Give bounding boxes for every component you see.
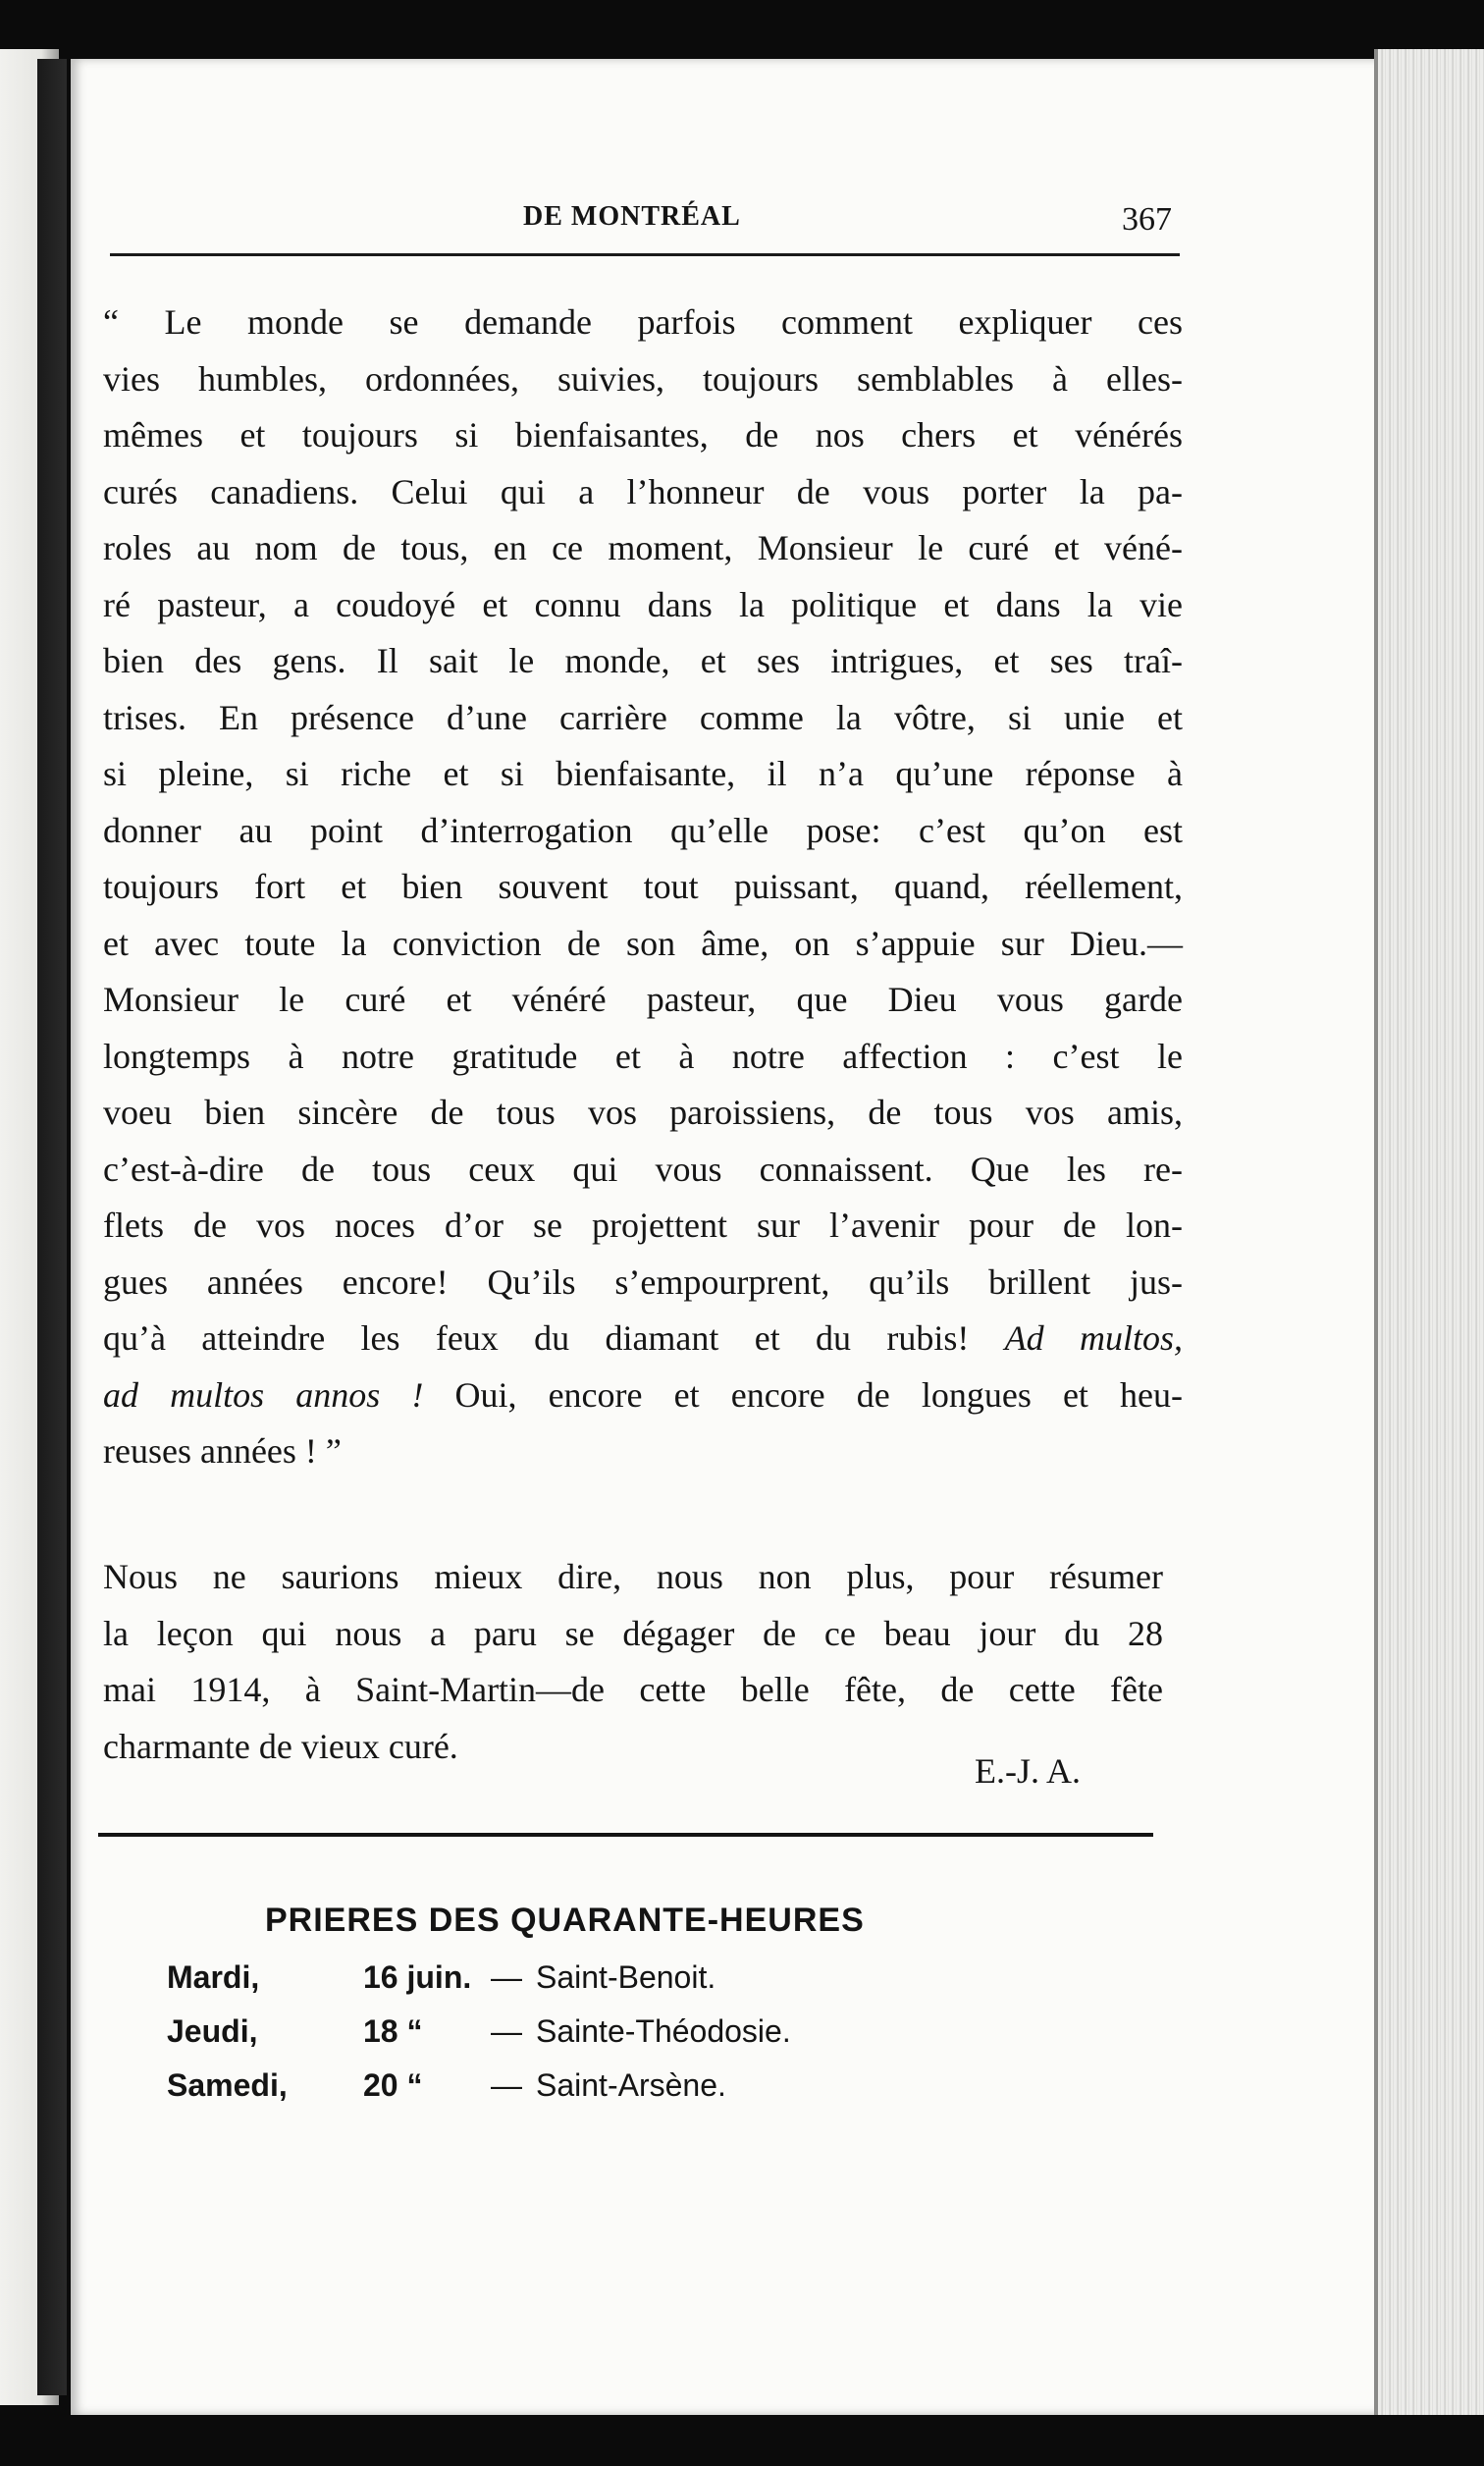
text-segment: Oui, encore et encore de longues et heu- <box>423 1374 1184 1415</box>
section-divider <box>98 1833 1153 1837</box>
author-signature: E.-J. A. <box>975 1751 1081 1791</box>
schedule-dash: — <box>491 2067 522 2103</box>
section-title: PRIERES DES QUARANTE-HEURES <box>265 1902 865 1939</box>
text-line: voeu bien sincère de tous vos paroissiens, de tous vos amis, <box>103 1093 1183 1132</box>
schedule-parish: Saint-Arsène. <box>536 2067 726 2103</box>
schedule-date: 18 “ <box>363 2013 423 2049</box>
text-segment: qu’à atteindre les feux du diamant et du rubis! <box>103 1318 970 1358</box>
schedule-parish: Saint-Benoit. <box>536 1959 716 1995</box>
text-line: si pleine, si riche et si bienfaisante, il n’a qu’une réponse à <box>103 754 1183 793</box>
schedule-parish: Sainte-Théodosie. <box>536 2013 791 2049</box>
text-line: Nous ne saurions mieux dire, nous non plus, pour résumer <box>103 1557 1163 1596</box>
schedule-date: 20 “ <box>363 2067 423 2103</box>
text-line: la leçon qui nous a paru se dégager de ce beau jour du 28 <box>103 1613 1163 1653</box>
latin-phrase: Ad multos, <box>1004 1318 1183 1358</box>
text-line: longtemps à notre gratitude et à notre affection : c’est le <box>103 1036 1183 1076</box>
text-line: donner au point d’interrogation qu’elle pose: c’est qu’on est <box>103 810 1183 850</box>
quotation-paragraph <box>103 295 1183 1480</box>
text-line: roles au nom de tous, en ce moment, Monsieur le curé et véné- <box>103 528 1183 567</box>
text-line: “ Le monde se demande parfois comment expliquer ces <box>103 302 1183 342</box>
header-rule <box>110 253 1180 256</box>
schedule-day: Samedi, <box>167 2067 288 2103</box>
text-line <box>103 1367 1183 1424</box>
text-line: mai 1914, à Saint-Martin—de cette belle fête, de cette fête <box>103 1670 1163 1709</box>
page-stack-edge <box>1374 49 1484 2415</box>
closing-paragraph <box>103 1549 1163 1775</box>
text-line: curés canadiens. Celui qui a l’honneur de vous porter la pa- <box>103 471 1183 511</box>
schedule-date: 16 juin. <box>363 1959 472 1995</box>
binding-shadow <box>37 59 67 2395</box>
schedule-day: Jeudi, <box>167 2013 258 2049</box>
page-number: 367 <box>1122 201 1172 238</box>
text-line: Monsieur le curé et vénéré pasteur, que Dieu vous garde <box>103 980 1183 1019</box>
text-line: reuses années ! ” <box>103 1431 342 1471</box>
text-line: c’est-à-dire de tous ceux qui vous connaissent. Que les re- <box>103 1149 1183 1189</box>
text-line: vies humbles, ordonnées, suivies, toujours semblables à elles- <box>103 358 1183 399</box>
latin-phrase: ad multos annos ! <box>103 1374 424 1415</box>
schedule-dash: — <box>491 2013 522 2049</box>
text-line: ré pasteur, a coudoyé et connu dans la politique et dans la vie <box>103 584 1183 624</box>
text-line: trises. En présence d’une carrière comme la vôtre, si unie et <box>103 697 1183 737</box>
text-line: bien des gens. Il sait le monde, et ses intrigues, et ses traî- <box>103 641 1183 680</box>
text-line: mêmes et toujours si bienfaisantes, de nos chers et vénérés <box>103 415 1183 455</box>
text-line: charmante de vieux curé. <box>103 1726 458 1766</box>
schedule-row <box>167 2008 1050 2062</box>
schedule-row <box>167 2062 1050 2116</box>
prayer-schedule <box>167 1954 1050 2116</box>
text-line: et avec toute la conviction de son âme, on s’appuie sur Dieu.— <box>103 923 1183 963</box>
schedule-dash: — <box>491 1959 522 1995</box>
running-head: DE MONTRÉAL <box>523 201 741 232</box>
text-line: gues années encore! Qu’ils s’empourprent, qu’ils brillent jus- <box>103 1261 1183 1302</box>
text-line: toujours fort et bien souvent tout puissant, quand, réellement, <box>103 867 1183 906</box>
text-line <box>103 1311 1183 1367</box>
text-line: flets de vos noces d’or se projettent sur l’avenir pour de lon- <box>103 1206 1183 1245</box>
schedule-row <box>167 1954 1050 2008</box>
schedule-day: Mardi, <box>167 1959 260 1995</box>
